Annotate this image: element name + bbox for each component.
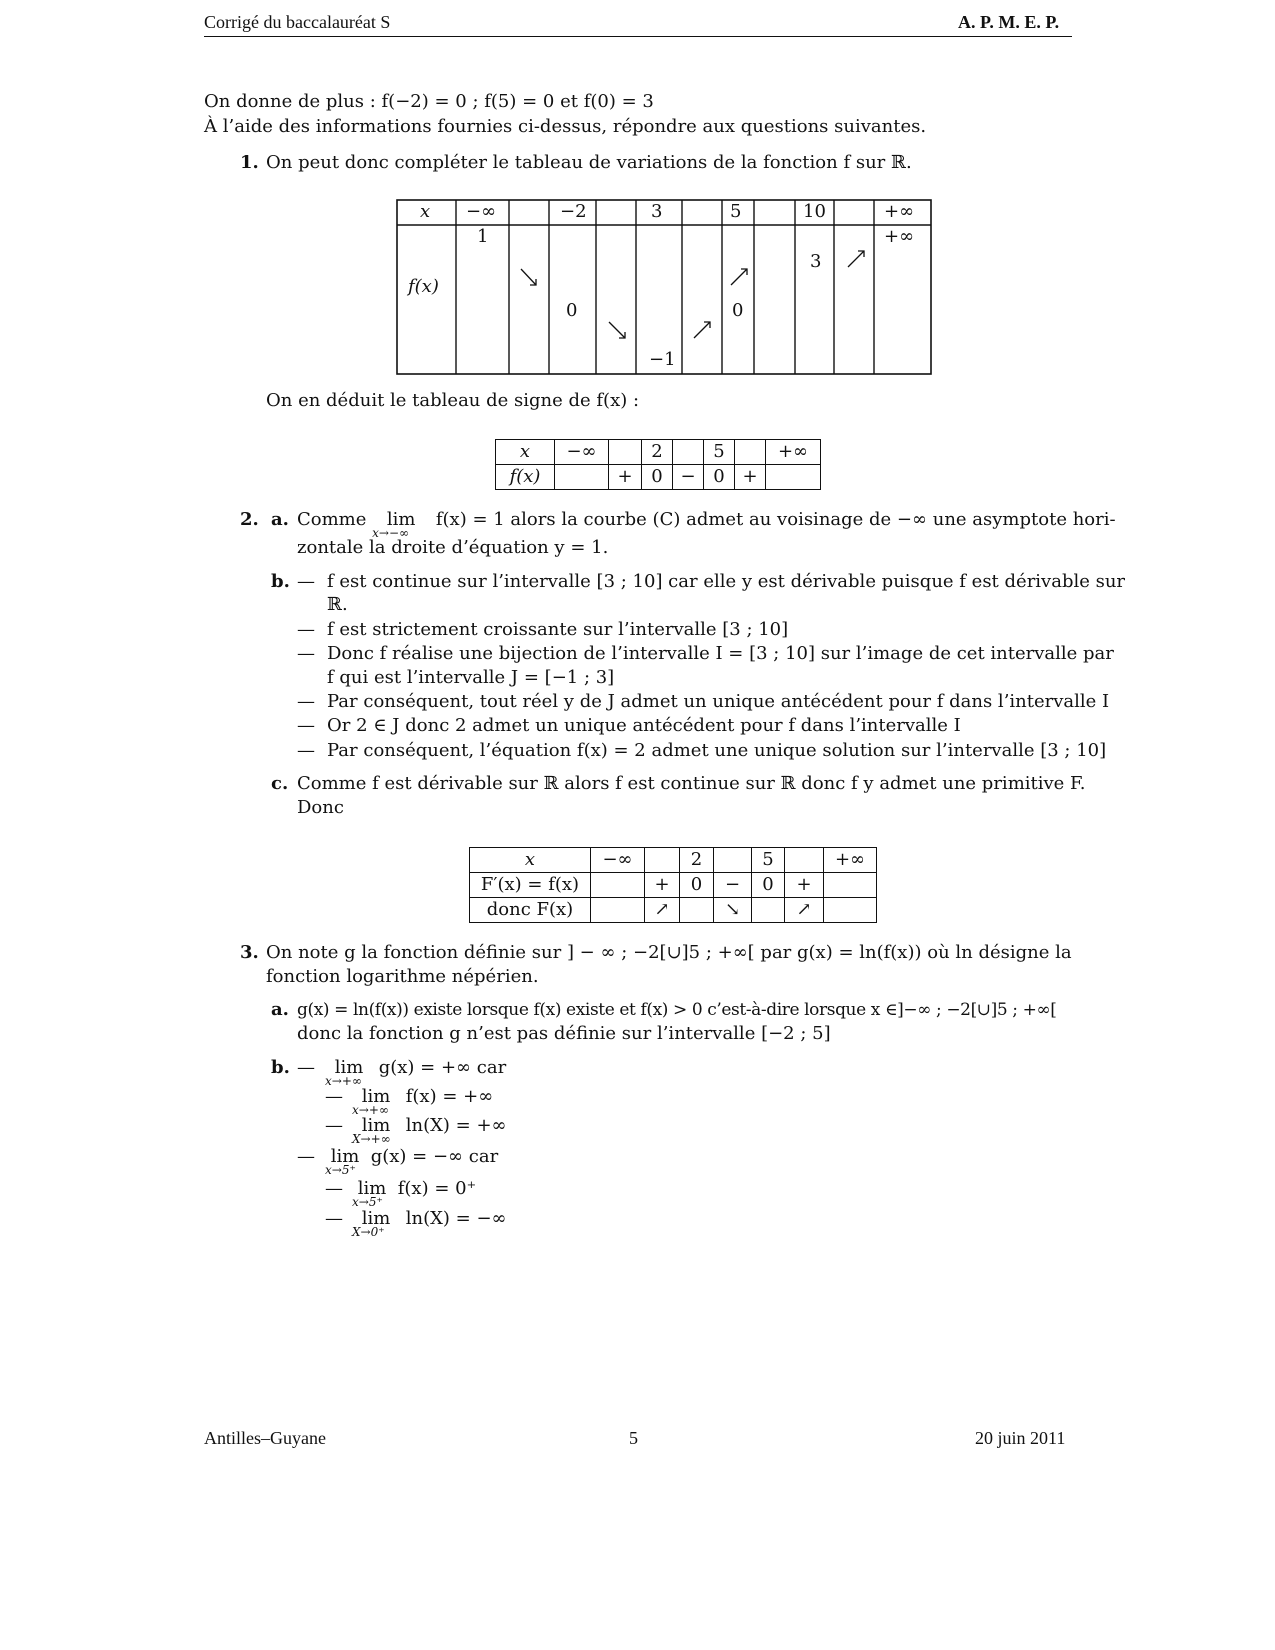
q3b-lim-3-word: lim: [361, 1115, 391, 1136]
q2b-dash-6: —: [297, 740, 315, 761]
q2a-pre: Comme: [297, 509, 367, 530]
st-r2: 0: [642, 465, 673, 490]
header-right: A. P. M. E. P.: [958, 12, 1060, 32]
q2b-item-4: Par conséquent, tout réel y de J admet un unique antécédent pour f dans l’intervalle I: [327, 691, 1110, 712]
q3b-lim-1-sub: x→+∞: [325, 1074, 362, 1088]
q2b-dash-1: —: [297, 571, 315, 592]
vt-arrow-up-3: [848, 251, 864, 267]
q2a-line-2: zontale la droite d’équation y = 1.: [297, 537, 609, 558]
q3b-lim-4-word: lim: [330, 1146, 360, 1167]
q3b-lim-1-op: [325, 1057, 373, 1088]
pt-r2-6: [824, 898, 877, 923]
pt-r2-3-arrow-down-icon: ↘: [714, 898, 752, 923]
q3b-dash-6: —: [325, 1208, 343, 1229]
st-r3: −: [673, 465, 704, 490]
st-h6: +∞: [766, 440, 821, 465]
st-f-label: f(x): [496, 465, 555, 490]
vt-x-label: x: [420, 201, 431, 222]
pt-h0: −∞: [591, 848, 645, 873]
st-r1: +: [609, 465, 642, 490]
vt-arrow-down-1: [521, 269, 536, 285]
vt-x-10: 10: [803, 201, 826, 222]
vt-val-10: 3: [810, 251, 822, 272]
pt-r1-3: −: [714, 873, 752, 898]
vt-x-plus-inf: +∞: [884, 201, 915, 222]
vt-x-minus2: −2: [560, 201, 587, 222]
q3b-lim-6: [352, 1208, 507, 1239]
q3a-line-1: g(x) = ln(f(x)) existe lorsque f(x) existe et f(x) > 0 c’est-à-dire lorsque x ∈]−∞ ; −2[∪]5 ; +∞[: [297, 1000, 1057, 1020]
pt-r2-5-arrow-up-icon: ↗: [785, 898, 824, 923]
q2b-dash-2: —: [297, 619, 315, 640]
q3b-lim-6-op: [352, 1208, 400, 1239]
q3b-dash-1: —: [297, 1057, 315, 1078]
st-h2: 2: [642, 440, 673, 465]
q3b-lim-5: [352, 1178, 477, 1209]
footer-left: Antilles–Guyane: [204, 1428, 326, 1448]
q2a-lim: [372, 509, 430, 540]
q1-number: 1.: [240, 152, 259, 173]
sign-table: [495, 439, 821, 490]
pt-r1-4: 0: [752, 873, 785, 898]
pt-row-2: [470, 898, 877, 923]
vt-arrow-up-1: [694, 322, 710, 338]
q3b-dash-4: —: [297, 1146, 315, 1167]
header-rule: [204, 36, 1072, 37]
q2b-item-5: Or 2 ∈ J donc 2 admet un unique antécédent pour f dans l’intervalle I: [327, 715, 961, 736]
q3b-lim-6-sub: X→0⁺: [352, 1225, 385, 1239]
st-r4: 0: [704, 465, 735, 490]
q2c-line-2: Donc: [297, 797, 344, 818]
pt-h5: [785, 848, 824, 873]
st-h3: [673, 440, 704, 465]
q3b-lim-1: [325, 1057, 507, 1088]
st-h5: [735, 440, 766, 465]
st-x-label: x: [496, 440, 555, 465]
q3b-lim-2: [352, 1086, 494, 1117]
q2b-label: b.: [271, 571, 290, 592]
intro-line-1: On donne de plus : f(−2) = 0 ; f(5) = 0 et f(0) = 3: [204, 91, 654, 112]
q2c-line-1: Comme f est dérivable sur ℝ alors f est continue sur ℝ donc f y admet une primitive F.: [297, 773, 1086, 794]
q3b-lim-4-sub: x→5⁺: [325, 1163, 356, 1177]
st-h0: −∞: [555, 440, 609, 465]
vt-val-minus2: 0: [566, 300, 578, 321]
pt-x-label: x: [470, 848, 591, 873]
vt-val-1: 1: [477, 226, 489, 247]
q3b-lim-3-expr: ln(X) = +∞: [405, 1115, 507, 1136]
st-r6: [766, 465, 821, 490]
vt-x-5: 5: [730, 201, 742, 222]
q3b-lim-6-word: lim: [361, 1208, 391, 1229]
variation-table: [396, 199, 932, 375]
q2a-lim-sub: x→−∞: [372, 526, 410, 540]
pt-h6: +∞: [824, 848, 877, 873]
pt-row1-label: F′(x) = f(x): [470, 873, 591, 898]
vt-x-minus-inf: −∞: [466, 201, 497, 222]
q2b-dash-4: —: [297, 691, 315, 712]
q3b-lim-3: [352, 1115, 507, 1146]
vt-f-label: f(x): [408, 276, 439, 297]
q3b-dash-5: —: [325, 1178, 343, 1199]
header-left: Corrigé du baccalauréat S: [204, 12, 391, 32]
q2b-item-3: Donc f réalise une bijection de l’intervalle I = [3 ; 10] sur l’image de cet intervalle par: [327, 643, 1114, 664]
pt-r2-2: [680, 898, 714, 923]
vt-val-5: 0: [732, 300, 744, 321]
pt-h3: [714, 848, 752, 873]
q3b-lim-1-word: lim: [334, 1057, 364, 1078]
q2b-item-6: Par conséquent, l’équation f(x) = 2 admet une unique solution sur l’intervalle [3 ; 10]: [327, 740, 1107, 761]
pt-r2-4: [752, 898, 785, 923]
q3b-lim-1-expr: g(x) = +∞ car: [378, 1057, 507, 1078]
vt-val-3: −1: [649, 349, 676, 370]
pt-r1-0: [591, 873, 645, 898]
q2a-label: a.: [271, 509, 289, 530]
pt-r1-2: 0: [680, 873, 714, 898]
q2b-dash-3: —: [297, 643, 315, 664]
primitive-table: [469, 847, 877, 923]
q3b-lim-5-word: lim: [357, 1178, 387, 1199]
q3-line-2: fonction logarithme népérien.: [266, 966, 539, 987]
pt-h2: 2: [680, 848, 714, 873]
st-r5: +: [735, 465, 766, 490]
intro-line-2: À l’aide des informations fournies ci-dessus, répondre aux questions suivantes.: [204, 116, 927, 137]
q3b-lim-2-word: lim: [361, 1086, 391, 1107]
q3b-lim-2-sub: x→+∞: [352, 1103, 389, 1117]
vt-x-3: 3: [651, 201, 663, 222]
q3b-lim-5-expr: f(x) = 0⁺: [397, 1178, 477, 1199]
q3b-lim-5-op: [352, 1178, 392, 1209]
pt-h4: 5: [752, 848, 785, 873]
q2a-lim-word: lim: [386, 509, 416, 530]
q2b-dash-5: —: [297, 715, 315, 736]
q3b-lim-2-expr: f(x) = +∞: [405, 1086, 494, 1107]
q2b-item-1: f est continue sur l’intervalle [3 ; 10] car elle y est dérivable puisque f est dérivable sur: [327, 571, 1126, 592]
q3b-lim-5-sub: x→5⁺: [352, 1195, 383, 1209]
q3b-lim-3-op: [352, 1115, 400, 1146]
st-r0: [555, 465, 609, 490]
q3-number: 3.: [240, 942, 259, 963]
pt-r2-1-arrow-up-icon: ↗: [645, 898, 680, 923]
sign-table-row-x: [496, 440, 821, 465]
pt-h1: [645, 848, 680, 873]
q3-line-1: On note g la fonction définie sur ] − ∞ ; −2[∪]5 ; +∞[ par g(x) = ln(f(x)) où ln désigne la: [266, 942, 1072, 963]
q2-number: 2.: [240, 509, 259, 530]
q1-text: On peut donc compléter le tableau de variations de la fonction f sur ℝ.: [266, 152, 912, 173]
footer-page-number: 5: [629, 1428, 638, 1448]
q2b-item-3-cont: f qui est l’intervalle J = [−1 ; 3]: [327, 667, 615, 688]
vt-val-plus-inf: +∞: [884, 226, 915, 247]
q2c-label: c.: [271, 773, 289, 794]
q3b-lim-4: [325, 1146, 499, 1177]
pt-r2-0: [591, 898, 645, 923]
pt-r1-6: [824, 873, 877, 898]
q3a-line-2: donc la fonction g n’est pas définie sur l’intervalle [−2 ; 5]: [297, 1023, 831, 1044]
vt-arrows: [396, 199, 932, 375]
q3b-dash-3: —: [325, 1115, 343, 1136]
q2a-line-1: [297, 509, 1116, 540]
q3a-label: a.: [271, 999, 289, 1020]
pt-row-x: [470, 848, 877, 873]
q2b-item-1-cont: ℝ.: [327, 594, 348, 615]
q3b-label: b.: [271, 1057, 290, 1078]
pt-r1-5: +: [785, 873, 824, 898]
sign-table-row-f: [496, 465, 821, 490]
pt-row-1: [470, 873, 877, 898]
footer-right: 20 juin 2011: [975, 1428, 1066, 1448]
q3b-lim-2-op: [352, 1086, 400, 1117]
pt-row2-label: donc F(x): [470, 898, 591, 923]
q3b-lim-6-expr: ln(X) = −∞: [405, 1208, 507, 1229]
st-h1: [609, 440, 642, 465]
st-h4: 5: [704, 440, 735, 465]
vt-arrow-up-2: [731, 269, 747, 285]
q3b-lim-4-expr: g(x) = −∞ car: [370, 1146, 499, 1167]
pt-r1-1: +: [645, 873, 680, 898]
q1-deduce-text: On en déduit le tableau de signe de f(x) :: [266, 390, 640, 411]
q2a-post: f(x) = 1 alors la courbe (C) admet au voisinage de −∞ une asymptote hori-: [435, 509, 1116, 530]
q3b-lim-4-op: [325, 1146, 365, 1177]
q2b-item-2: f est strictement croissante sur l’intervalle [3 ; 10]: [327, 619, 789, 640]
vt-arrow-down-2: [609, 322, 625, 338]
q3b-lim-3-sub: X→+∞: [352, 1132, 391, 1146]
q3b-dash-2: —: [325, 1086, 343, 1107]
